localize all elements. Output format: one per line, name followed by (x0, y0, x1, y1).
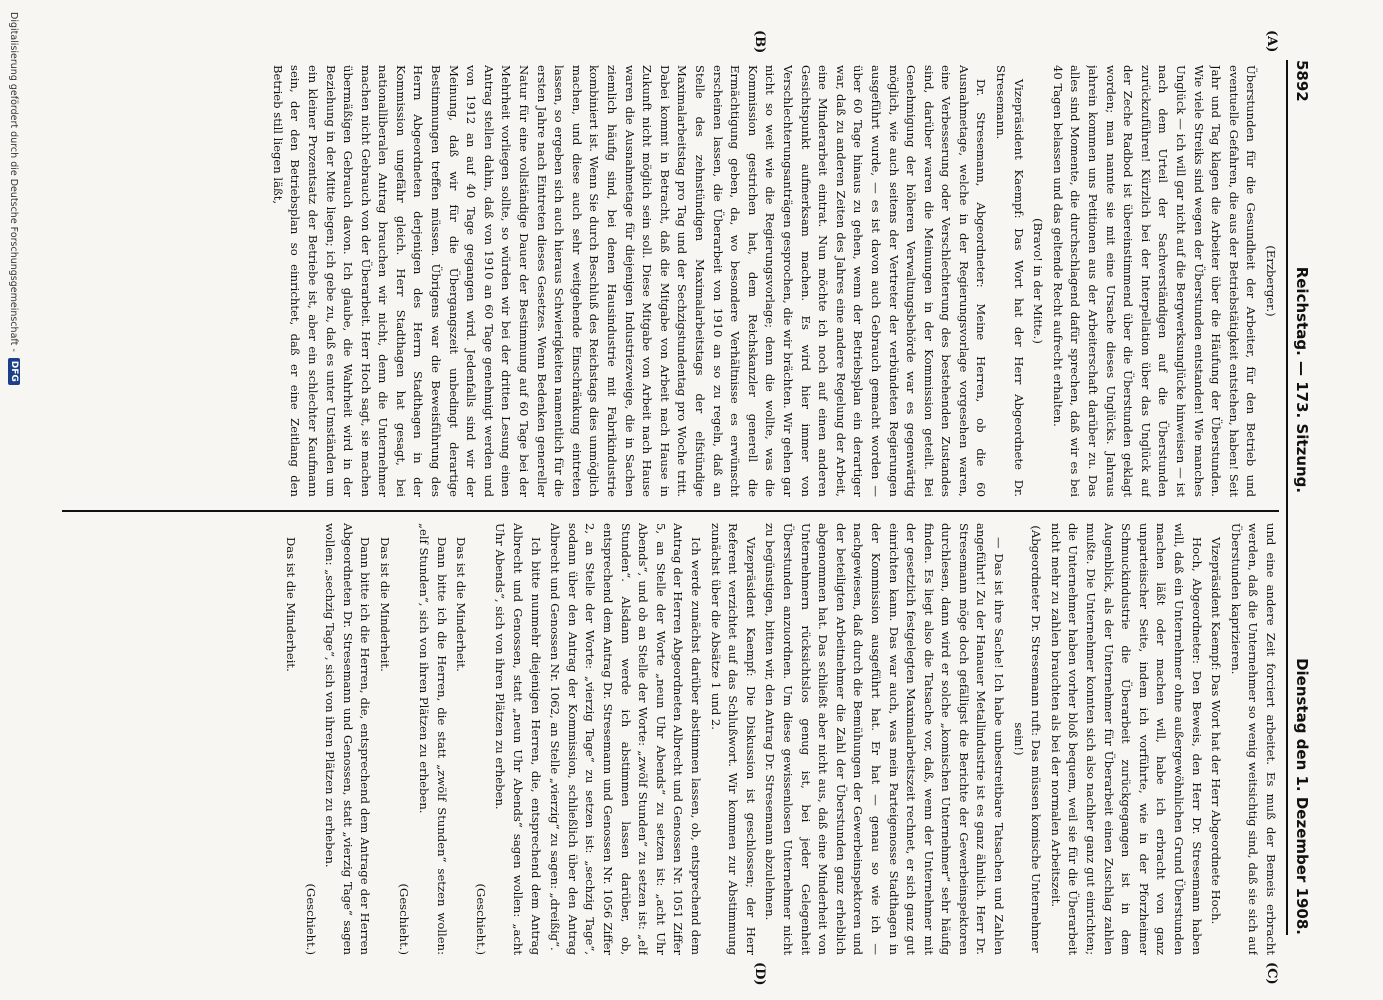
dfg-logo: DFG (8, 358, 20, 385)
paragraph: Das ist die Minderheit. (283, 537, 298, 672)
paragraph: Hoch, Abgeordneter: Den Beweis, den Herr Dr. Stresemann haben will, daß ein Unternehmer ohne außergewöhnlichen Grund Überstunden machen läßt oder machen will, habe ich erbracht von ganz unparteiischer Seite, indem ich vorführte, wie in der Pforzheimer Schmuckindustrie die Überarbeit zurückgegangen ist in dem Augenblick, als der Unternehmer für Überarbeit einen Zuschlag zahlen mußte. Die Unternehmer konnten sich also nachher ganz gut einrichten; die Unternehmer haben vorher bloß bequem, weil sie für die Überarbeit nicht mehr zu zahlen brauchten als bei der normalen Arbeitszeit. (1048, 523, 1204, 955)
page-number: 5892 (1293, 60, 1311, 102)
margin-marker-b: (B) (752, 30, 767, 54)
interjection: (Bravo! in der Mitte.) (1031, 218, 1046, 344)
paragraph: Ich bitte nunmehr diejenigen Herren, die, entsprechend dem Antrag Albrecht und Genossen, statt „neun Uhr Abends“ sagen wollen: „acht Uhr Abends“, sich von ihren Plätzen zu erheben. (493, 523, 543, 955)
paragraph: Das ist die Minderheit. (377, 537, 392, 672)
interjection: (Geschieht.) (473, 883, 488, 955)
page-header (1293, 60, 1325, 935)
header-rule (1286, 60, 1288, 935)
right-column (60, 523, 1279, 955)
margin-marker-a: (A) (1264, 30, 1279, 53)
interjection: (Geschieht.) (303, 883, 318, 955)
paragraph: Vizepräsident Kaempf: Das Wort hat der Herr Abgeordnete Dr. Stresemann. (994, 65, 1026, 497)
paragraph: Dann bitte ich die Herren, die, entsprechend dem Antrage der Herren Abgeordneten Dr. Stresemann und Genossen, statt „vierzig Tage“ sagen wollen: „sechzig Tage“, sich von ihren Plätzen zu erheben. (323, 523, 373, 955)
session-title: Reichstag. — 173. Sitzung. (1293, 266, 1311, 494)
speaker-tag: (Erzberger.) (1264, 245, 1278, 317)
interjection: (Geschieht.) (397, 883, 412, 955)
paragraph: Das ist die Minderheit. (454, 537, 469, 672)
session-date: Dienstag den 1. Dezember 1908. (1293, 658, 1311, 935)
paragraph: und eine andere Zeit forciert arbeitet. Es muß der Bemeis erbracht werden, daß die Unternehmer so wenig weitsichtig sind, daß sie sich auf Überstunden kaprizieren. (1228, 523, 1278, 955)
paragraph: Überstunden für die Gesundheit der Arbeiter, für den Betrieb und eventuelle Gefahren, die aus der Betriebstätigkeit entstehen, haben! Seit Jahr und Tag klagen die Arbeiter über die Häufung der Überstunden. Wie viele Streiks sind wegen der Überstunden entstanden! Wie manches Unglück — ich will gar nicht auf die Bergwerksunglücke hinweisen — ist nach dem Urteil der Sachverständigen auf die Überstunden zurückzuführen! Kürzlich bei der Interpellation über das Unglück auf der Zeche Radbod ist übereinstimmend über die Überstunden geklagt worden; man nannte sie mit eine Ursache dieses Unglücks. Jahraus jahrein kommen uns Petitionen aus der Arbeiterschaft darüber zu. Das alles sind Momente, die durchschlagend dafür sprechen, daß wir es bei 40 Tagen belassen und das geltende Recht aufrecht erhalten. (1050, 65, 1259, 497)
paragraph: Dr. Stresemann, Abgeordneter: Meine Herren, ob die 60 Ausnahmetage, welche in der Regierungsvorlage vorgesehen waren, eine Verbesserung oder Verschlechterung des bestehenden Zustandes sind, darüber waren die Meinungen in der Kommission geteilt. Bei Genehmigung der höheren Verwaltungsbehörde war es gegenwärtig möglich, wie auch seitens der Vertreter der verbündeten Regierungen ausgeführt wurde, — es ist davon auch Gebrauch gemacht worden — über 60 Tage hinaus zu gehen, wenn der Betriebsplan ein derartiger war, daß zu anderen Zeiten des Jahres eine andere Regelung der Arbeit, eine Minderarbeit eintrat. Nun möchte ich noch auf einen anderen Gesichtspunkt aufmerksam machen. Es wird hier immer von Verschlechterungsanträgen gesprochen, die wir brächten. Wir gehen gar nicht so weit wie die Regierungsvorlage; denn die wollte, was die Kommission gestrichen hat, dem Reichskanzler generell die Ermächtigung geben, da, wo besondere Verhältnisse es erwünscht erscheinen lassen, die Überarbeit von 1910 an so zu regeln, daß an Stelle des zehnstündigen Maximalarbeitstags der elfstündige Maximalarbeitstag pro Tag und der Sechzigstundentag pro Woche tritt. Dabei kommt in Betracht, daß die Mitgabe von Arbeit nach Hause in Zukunft nicht möglich sein soll. Diese Mitgabe von Arbeit nach Hause waren die Ausnahmetage für diejenigen Industriezweige, die in Sachen ziemlich häufig sind, bei denen Hausindustrie mit Fabrikindustrie kombiniert ist. Wenn Sie durch Beschluß des Reichstags dies unmöglich machen, und diese auch sehr weitgehende Einschränkung eintreten lassen, so ergeben sich auch hieraus Schwierigkeiten namentlich für die ersten Jahre nach Eintreten dieses Gesetzes. Wenn Bedenken genereller Natur für eine vollständige Dauer der Bestimmung auf 60 Tage bei der Mehrheit vorliegen sollte, so würden wir bei der dritten Lesung einen Antrag stellen dahin, daß von 1910 an 60 Tage genehmigt werden und von 1912 an auf 40 Tage gegangen wird. Jedenfalls sind wir der Meinung, daß wir für die Übergangszeit unbedingt derartige Bestimmungen treffen müssen. Übrigens war die Beweisführung des Herrn Abgeordneten derjenigen des Herrn Stadthagen in der Kommission ungefähr gleich. Herr Stadthagen hat gesagt, bei nationalliberalen Antrag brauchen wir nicht, denn die Unternehmer machen nicht Gebrauch von der Überarbeit. Herr Hoch sagt, sie machen übermäßigen Gebrauch davon. Ich glaube, die Wahrheit wird in der Beziehung in der Mitte liegen; ich gebe zu, daß es unter Umständen um ein kleiner Prozentsatz der Betriebe ist, aber ein schlechter Kaufmann sein, der den Betriebsplan so einrichtet, daß er eine Zeitlang den Betrieb still liegen läßt, (270, 65, 989, 497)
interjection: (Abgeordneter Dr. Stresemann ruft: Das müssen komische Unternehmer sein!) (1011, 525, 1044, 953)
paragraph: Dann bitte ich die Herren, die statt „zwölf Stunden“ setzen wollen: „elf Stunden“, sich von ihren Plätzen zu erheben. (417, 523, 449, 955)
left-column (60, 65, 1279, 497)
digitization-credit (8, 0, 20, 1000)
margin-marker-c: (C) (1264, 962, 1279, 985)
paragraph: Vizepräsident Kaempf: Die Diskussion ist geschlossen; der Herr Referent verzichtet auf das Schlußwort. Wir kommen zur Abstimmung zunächst über die Absätze 1 und 2. (708, 523, 758, 955)
margin-marker-d: (D) (752, 962, 767, 986)
paragraph: Ich werde zunächst darüber abstimmen lassen, ob, entsprechend dem Antrag der Herren Abgeordneten Albrecht und Genossen Nr. 1051 Ziffer 5, an Stelle der Worte „neun Uhr Abends“ zu setzen ist: „acht Uhr Abends“, und ob an Stelle der Worte: „zwölf Stunden“ zu setzen ist: „elf Stunden“. Alsdann werde ich abstimmen lassen darüber, ob, entsprechend dem Antrag Dr. Stresemann und Genossen Nr. 1056 Ziffer 2, an Stelle der Worte: „vierzig Tage“ zu setzen ist: „sechzig Tage“, sodann über den Antrag der Kommission, schließlich über den Antrag Albrecht und Genossen Nr. 1062, an Stelle „vierzig“ zu sagen: „dreißig“. (548, 523, 703, 955)
paragraph: — Das ist ihre Sache! Ich habe unbestreitbare Tatsachen und Zahlen angeführt! Zu der Hanauer Metallindustrie ist es ganz ähnlich. Herr Dr. Stresemann möge doch gefälligst die Berichte der Gewerbeinspektoren durchlesen, dann wird er solche „komischen Unternehmer“ sehr häufig finden. Es liegt also die Tatsache vor, daß, wenn der Unternehmer mit der gesetzlich festgelegten Maximalarbeitszeit rechnet, er sich ganz gut einrichten kann. Das war auch, was mein Parteigenosse Stadthagen in der Kommission ausgeführt hat. Er hat — genau so wie ich — nachgewiesen, daß durch die Bemühungen der Gewerbeinspektoren und der beteiligten Arbeitnehmer die Zahl der Überstunden ganz erheblich abgenommen hat. Das schließt aber nicht aus, daß eine Minderheit von Unternehmern rücksichtslos genug ist, bei jeder Gelegenheit Überstunden anzuordnen. Um diese gewissenlosen Unternehmer nicht zu begünstigen, bitten wir, den Antrag Dr. Stresemann abzulehnen. (763, 523, 1007, 955)
credit-text: Digitalisierung gefördert durch die Deutsche Forschungsgemeinschaft - (8, 12, 20, 352)
paragraph: Vizepräsident Kaempf: Das Wort hat der Herr Abgeordnete Hoch. (1209, 537, 1224, 925)
column-divider (62, 510, 1279, 512)
